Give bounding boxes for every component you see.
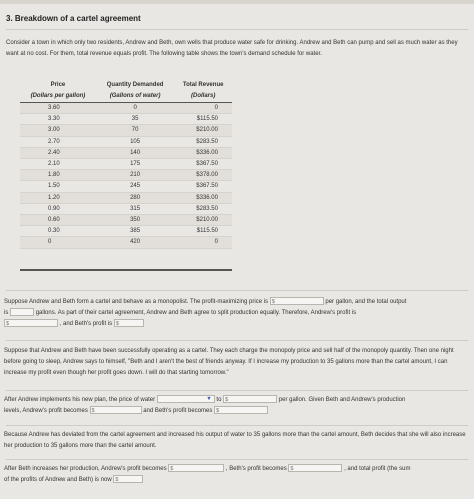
cell-quantity: 385 [96,226,174,237]
cell-quantity: 315 [96,203,174,214]
cell-revenue: $210.00 [174,215,232,226]
cell-quantity: 0 [96,103,174,114]
cell-price: 3.00 [20,125,96,136]
demand-table [20,80,232,249]
header-revenue: Total Revenue [182,82,224,88]
cell-revenue: $367.50 [174,159,232,170]
total-profit-input[interactable]: $ [113,475,143,483]
table-row [20,114,232,125]
price-direction-select[interactable]: ▼ [157,395,215,403]
section-divider-5 [6,459,468,460]
table-row [20,203,232,214]
final-text-b: , Beth's profit becomes [225,466,287,472]
new-price-input[interactable]: $ [223,395,277,403]
cell-quantity: 210 [96,170,174,181]
cell-revenue: $336.00 [174,192,232,203]
beth-profit-input[interactable]: $ [114,319,144,327]
table-row [20,170,232,181]
cell-quantity: 350 [96,215,174,226]
table-row [20,237,232,248]
table-row [20,192,232,203]
cell-revenue: $283.50 [174,136,232,147]
cartel-text-d: gallons. As part of their cartel agreement, Andrew and Beth agree to split production equally. Therefore, Andrew's profit is [35,310,357,316]
header-price: Price [50,82,66,88]
section-divider-1 [6,290,468,291]
table-row [20,181,232,192]
defection-paragraph: Suppose that Andrew and Beth have been successfully operating as a cartel. They each charge the monopoly price and sell half of the monopoly quantity. Then one night before going to sleep, Andrew says to himself, "Beth and I aren't the best of friends anyway. If I increase my production to 35 gallons more than the cartel amount, I can increase my profit even though her profit goes down. I will do that starting tomorrow." [4,348,454,376]
final-profit-paragraph [4,464,466,486]
cell-price: 1.50 [20,181,96,192]
table-row [20,226,232,237]
final-text-d: of the profits of Andrew and Beth) is now [4,477,112,483]
question-title: 3. Breakdown of a cartel agreement [6,14,141,23]
plan-text-c: levels, Andrew's profit becomes [4,408,88,414]
final-text-c: , and total profit (the sum [344,466,411,472]
table-header-row [20,80,232,91]
cell-revenue: $115.50 [174,226,232,237]
cell-revenue: $115.50 [174,114,232,125]
cell-price: 0.90 [20,203,96,214]
cartel-text-b: per gallon, and the total output [325,299,407,305]
cell-revenue: 0 [174,103,232,114]
cell-price: 0 [20,237,96,248]
table-body [20,103,232,249]
andrew-profit-input[interactable]: $ [4,319,58,327]
cell-price: 2.10 [20,159,96,170]
plan-text-d: and Beth's profit becomes [143,408,213,414]
cell-revenue: $210.00 [174,125,232,136]
cell-quantity: 280 [96,192,174,203]
cell-price: 0.30 [20,226,96,237]
section-divider-3 [6,390,468,391]
andrew-final-profit-input[interactable]: $ [168,464,224,472]
total-output-input[interactable] [10,308,34,316]
cartel-text-c: is [4,310,9,316]
table-row [20,147,232,158]
section-divider-4 [6,425,468,426]
subheader-quantity: (Gallons of water) [96,91,174,103]
beth-new-profit-input[interactable]: $ [214,406,268,414]
top-bar [0,0,474,4]
subheader-price: (Dollars per gallon) [20,91,96,103]
cell-quantity: 35 [96,114,174,125]
cell-revenue: 0 [174,237,232,248]
cell-price: 3.30 [20,114,96,125]
title-divider [6,29,468,30]
cell-quantity: 175 [96,159,174,170]
table-row [20,136,232,147]
table-row [20,159,232,170]
beth-retaliation-paragraph: Because Andrew has deviated from the cartel agreement and increased his output of water to 35 gallons more than the cartel amount, Beth decides that she will also increase her production to 35 gallons more than the cartel amount. [4,432,466,449]
cell-revenue: $378.00 [174,170,232,181]
table-subheader-row [20,91,232,103]
header-quantity: Quantity Demanded [106,82,164,88]
cell-price: 0.60 [20,215,96,226]
plan-text-b: per gallon. Given Beth and Andrew's production [278,397,406,403]
cell-quantity: 105 [96,136,174,147]
section-divider-2 [6,340,468,341]
cell-quantity: 420 [96,237,174,248]
cell-price: 2.70 [20,136,96,147]
cell-price: 1.20 [20,192,96,203]
plan-text-a: After Andrew implements his new plan, the price of water [4,397,156,403]
cartel-text-e: , and Beth's profit is [59,321,113,327]
andrew-plan-paragraph [4,395,466,417]
cell-revenue: $367.50 [174,181,232,192]
cartel-paragraph [4,297,466,330]
cartel-text-a: Suppose Andrew and Beth form a cartel and behave as a monopolist. The profit-maximizing price is [4,299,269,305]
final-text-a: After Beth increases her production, Andrew's profit becomes [4,466,167,472]
table-row [20,125,232,136]
plan-text-to: to [216,397,222,403]
cell-price: 3.60 [20,103,96,114]
cell-price: 2.40 [20,147,96,158]
cell-quantity: 70 [96,125,174,136]
cell-revenue: $336.00 [174,147,232,158]
table-bottom-rule [20,269,232,271]
monopoly-price-input[interactable]: $ [270,297,324,305]
cell-quantity: 140 [96,147,174,158]
subheader-revenue: (Dollars) [174,91,232,103]
cell-quantity: 245 [96,181,174,192]
intro-text: Consider a town in which only two residents, Andrew and Beth, own wells that produce water safe for drinking. Andrew and Beth can pump and sell as much water as they want at no cost. For them, total revenue equals profit. The following table shows the town's demand schedule for water. [6,40,458,57]
cell-revenue: $283.50 [174,203,232,214]
table-row [20,103,232,114]
cell-price: 1.80 [20,170,96,181]
beth-final-profit-input[interactable]: $ [288,464,342,472]
table-row [20,215,232,226]
andrew-new-profit-input[interactable]: $ [90,406,142,414]
